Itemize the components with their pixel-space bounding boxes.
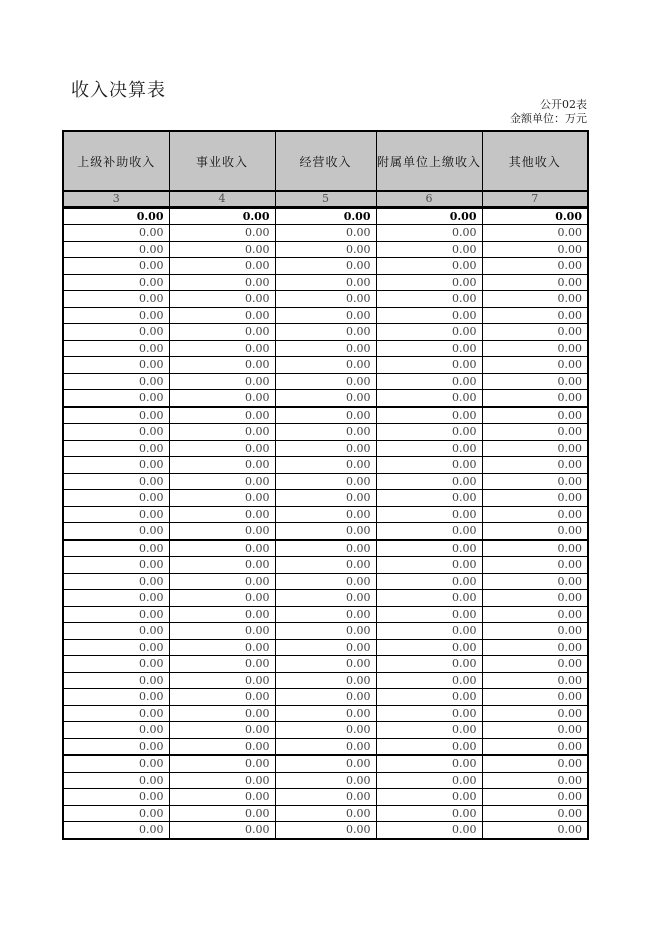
table-row xyxy=(63,540,588,557)
amount-cell: 0.00 xyxy=(482,656,588,673)
amount-cell: 0.00 xyxy=(376,590,482,607)
table-row xyxy=(63,789,588,806)
amount-cell: 0.00 xyxy=(376,805,482,822)
amount-cell: 0.00 xyxy=(63,373,169,390)
unit-label: 金额单位：万元 xyxy=(510,112,587,125)
amount-cell: 0.00 xyxy=(275,424,376,441)
amount-cell: 0.00 xyxy=(169,689,275,706)
column-number: 3 xyxy=(63,191,169,207)
amount-cell: 0.00 xyxy=(169,722,275,739)
amount-cell: 0.00 xyxy=(275,324,376,341)
table-row xyxy=(63,340,588,357)
amount-cell: 0.00 xyxy=(482,672,588,689)
amount-cell: 0.00 xyxy=(275,722,376,739)
amount-cell: 0.00 xyxy=(275,738,376,755)
amount-cell: 0.00 xyxy=(63,523,169,540)
amount-cell: 0.00 xyxy=(169,506,275,523)
amount-cell: 0.00 xyxy=(169,357,275,374)
amount-cell: 0.00 xyxy=(482,424,588,441)
amount-cell: 0.00 xyxy=(482,357,588,374)
amount-cell: 0.00 xyxy=(482,241,588,258)
amount-cell: 0.00 xyxy=(63,291,169,308)
amount-cell: 0.00 xyxy=(169,207,275,225)
table-row xyxy=(63,772,588,789)
amount-cell: 0.00 xyxy=(376,672,482,689)
amount-cell: 0.00 xyxy=(275,473,376,490)
table-row xyxy=(63,225,588,242)
page-title: 收入决算表 xyxy=(71,80,166,101)
amount-cell: 0.00 xyxy=(482,490,588,507)
amount-cell: 0.00 xyxy=(482,225,588,242)
amount-cell: 0.00 xyxy=(169,623,275,640)
amount-cell: 0.00 xyxy=(376,258,482,275)
column-header-row xyxy=(63,131,588,191)
table-row xyxy=(63,390,588,407)
column-number: 4 xyxy=(169,191,275,207)
amount-cell: 0.00 xyxy=(482,705,588,722)
column-number: 7 xyxy=(482,191,588,207)
table-row xyxy=(63,557,588,574)
amount-cell: 0.00 xyxy=(376,722,482,739)
table-row xyxy=(63,738,588,755)
amount-cell: 0.00 xyxy=(482,573,588,590)
amount-cell: 0.00 xyxy=(169,340,275,357)
amount-cell: 0.00 xyxy=(169,789,275,806)
amount-cell: 0.00 xyxy=(275,373,376,390)
amount-cell: 0.00 xyxy=(63,789,169,806)
amount-cell: 0.00 xyxy=(63,805,169,822)
amount-cell: 0.00 xyxy=(376,390,482,407)
table-row xyxy=(63,307,588,324)
amount-cell: 0.00 xyxy=(275,805,376,822)
amount-cell: 0.00 xyxy=(169,373,275,390)
table-row xyxy=(63,822,588,839)
income-table-body xyxy=(63,207,588,839)
amount-cell: 0.00 xyxy=(169,473,275,490)
income-table xyxy=(62,130,589,840)
amount-cell: 0.00 xyxy=(376,424,482,441)
amount-cell: 0.00 xyxy=(63,738,169,755)
amount-cell: 0.00 xyxy=(169,307,275,324)
amount-cell: 0.00 xyxy=(169,822,275,839)
table-row xyxy=(63,639,588,656)
amount-cell: 0.00 xyxy=(376,473,482,490)
column-number: 6 xyxy=(376,191,482,207)
amount-cell: 0.00 xyxy=(376,705,482,722)
amount-cell: 0.00 xyxy=(169,424,275,441)
amount-cell: 0.00 xyxy=(63,225,169,242)
table-row xyxy=(63,473,588,490)
amount-cell: 0.00 xyxy=(376,557,482,574)
amount-cell: 0.00 xyxy=(63,440,169,457)
amount-cell: 0.00 xyxy=(63,822,169,839)
amount-cell: 0.00 xyxy=(376,523,482,540)
amount-cell: 0.00 xyxy=(376,225,482,242)
amount-cell: 0.00 xyxy=(169,656,275,673)
amount-cell: 0.00 xyxy=(482,639,588,656)
amount-cell: 0.00 xyxy=(63,705,169,722)
table-row xyxy=(63,672,588,689)
amount-cell: 0.00 xyxy=(482,606,588,623)
amount-cell: 0.00 xyxy=(376,540,482,557)
amount-cell: 0.00 xyxy=(376,656,482,673)
amount-cell: 0.00 xyxy=(169,705,275,722)
amount-cell: 0.00 xyxy=(169,274,275,291)
amount-cell: 0.00 xyxy=(482,373,588,390)
amount-cell: 0.00 xyxy=(376,324,482,341)
amount-cell: 0.00 xyxy=(482,789,588,806)
amount-cell: 0.00 xyxy=(275,241,376,258)
amount-cell: 0.00 xyxy=(376,506,482,523)
amount-cell: 0.00 xyxy=(169,457,275,474)
amount-cell: 0.00 xyxy=(169,407,275,424)
amount-cell: 0.00 xyxy=(275,755,376,772)
amount-cell: 0.00 xyxy=(275,540,376,557)
table-meta xyxy=(510,98,587,126)
amount-cell: 0.00 xyxy=(169,639,275,656)
amount-cell: 0.00 xyxy=(376,207,482,225)
amount-cell: 0.00 xyxy=(169,772,275,789)
amount-cell: 0.00 xyxy=(63,689,169,706)
amount-cell: 0.00 xyxy=(376,357,482,374)
amount-cell: 0.00 xyxy=(376,755,482,772)
table-row xyxy=(63,705,588,722)
table-row xyxy=(63,506,588,523)
amount-cell: 0.00 xyxy=(376,291,482,308)
table-row xyxy=(63,805,588,822)
table-row xyxy=(63,373,588,390)
amount-cell: 0.00 xyxy=(275,457,376,474)
table-row xyxy=(63,573,588,590)
amount-cell: 0.00 xyxy=(376,407,482,424)
amount-cell: 0.00 xyxy=(169,590,275,607)
amount-cell: 0.00 xyxy=(376,822,482,839)
amount-cell: 0.00 xyxy=(63,606,169,623)
amount-cell: 0.00 xyxy=(169,324,275,341)
amount-cell: 0.00 xyxy=(63,424,169,441)
amount-cell: 0.00 xyxy=(482,274,588,291)
amount-cell: 0.00 xyxy=(169,523,275,540)
table-row xyxy=(63,490,588,507)
table-row xyxy=(63,590,588,607)
amount-cell: 0.00 xyxy=(275,225,376,242)
amount-cell: 0.00 xyxy=(63,623,169,640)
amount-cell: 0.00 xyxy=(275,772,376,789)
amount-cell: 0.00 xyxy=(169,805,275,822)
amount-cell: 0.00 xyxy=(482,590,588,607)
amount-cell: 0.00 xyxy=(482,473,588,490)
column-number: 5 xyxy=(275,191,376,207)
amount-cell: 0.00 xyxy=(482,523,588,540)
amount-cell: 0.00 xyxy=(169,440,275,457)
amount-cell: 0.00 xyxy=(376,789,482,806)
amount-cell: 0.00 xyxy=(63,755,169,772)
amount-cell: 0.00 xyxy=(376,373,482,390)
amount-cell: 0.00 xyxy=(63,672,169,689)
amount-cell: 0.00 xyxy=(482,457,588,474)
table-row xyxy=(63,241,588,258)
amount-cell: 0.00 xyxy=(376,440,482,457)
amount-cell: 0.00 xyxy=(275,307,376,324)
amount-cell: 0.00 xyxy=(169,258,275,275)
table-row xyxy=(63,324,588,341)
amount-cell: 0.00 xyxy=(169,291,275,308)
amount-cell: 0.00 xyxy=(376,457,482,474)
amount-cell: 0.00 xyxy=(482,623,588,640)
column-header: 其他收入 xyxy=(482,131,588,191)
amount-cell: 0.00 xyxy=(482,307,588,324)
amount-cell: 0.00 xyxy=(376,573,482,590)
table-row xyxy=(63,623,588,640)
amount-cell: 0.00 xyxy=(63,557,169,574)
table-row xyxy=(63,656,588,673)
amount-cell: 0.00 xyxy=(169,390,275,407)
amount-cell: 0.00 xyxy=(169,540,275,557)
amount-cell: 0.00 xyxy=(275,822,376,839)
amount-cell: 0.00 xyxy=(482,207,588,225)
amount-cell: 0.00 xyxy=(63,307,169,324)
doc-number-label: 公开02表 xyxy=(540,98,587,111)
amount-cell: 0.00 xyxy=(482,772,588,789)
amount-cell: 0.00 xyxy=(376,606,482,623)
amount-cell: 0.00 xyxy=(63,490,169,507)
amount-cell: 0.00 xyxy=(275,789,376,806)
amount-cell: 0.00 xyxy=(275,340,376,357)
amount-cell: 0.00 xyxy=(63,457,169,474)
amount-cell: 0.00 xyxy=(275,407,376,424)
amount-cell: 0.00 xyxy=(275,274,376,291)
amount-cell: 0.00 xyxy=(376,274,482,291)
amount-cell: 0.00 xyxy=(275,506,376,523)
table-row xyxy=(63,722,588,739)
amount-cell: 0.00 xyxy=(376,490,482,507)
table-row xyxy=(63,606,588,623)
amount-cell: 0.00 xyxy=(275,357,376,374)
amount-cell: 0.00 xyxy=(275,523,376,540)
amount-cell: 0.00 xyxy=(275,258,376,275)
amount-cell: 0.00 xyxy=(482,506,588,523)
amount-cell: 0.00 xyxy=(63,274,169,291)
amount-cell: 0.00 xyxy=(376,738,482,755)
column-header: 附属单位上缴收入 xyxy=(376,131,482,191)
amount-cell: 0.00 xyxy=(63,573,169,590)
amount-cell: 0.00 xyxy=(169,490,275,507)
amount-cell: 0.00 xyxy=(275,291,376,308)
amount-cell: 0.00 xyxy=(376,241,482,258)
amount-cell: 0.00 xyxy=(275,606,376,623)
table-row xyxy=(63,207,588,225)
amount-cell: 0.00 xyxy=(376,639,482,656)
table-row xyxy=(63,258,588,275)
amount-cell: 0.00 xyxy=(275,573,376,590)
amount-cell: 0.00 xyxy=(63,506,169,523)
amount-cell: 0.00 xyxy=(482,440,588,457)
amount-cell: 0.00 xyxy=(63,722,169,739)
amount-cell: 0.00 xyxy=(482,557,588,574)
amount-cell: 0.00 xyxy=(482,258,588,275)
amount-cell: 0.00 xyxy=(482,540,588,557)
amount-cell: 0.00 xyxy=(275,390,376,407)
amount-cell: 0.00 xyxy=(63,473,169,490)
table-row xyxy=(63,357,588,374)
table-row xyxy=(63,457,588,474)
amount-cell: 0.00 xyxy=(376,340,482,357)
amount-cell: 0.00 xyxy=(275,590,376,607)
amount-cell: 0.00 xyxy=(482,722,588,739)
column-header: 事业收入 xyxy=(169,131,275,191)
amount-cell: 0.00 xyxy=(63,324,169,341)
amount-cell: 0.00 xyxy=(63,390,169,407)
amount-cell: 0.00 xyxy=(376,772,482,789)
table-row xyxy=(63,523,588,540)
column-header: 经营收入 xyxy=(275,131,376,191)
amount-cell: 0.00 xyxy=(169,606,275,623)
amount-cell: 0.00 xyxy=(482,822,588,839)
amount-cell: 0.00 xyxy=(376,307,482,324)
amount-cell: 0.00 xyxy=(275,672,376,689)
table-row xyxy=(63,424,588,441)
amount-cell: 0.00 xyxy=(275,656,376,673)
amount-cell: 0.00 xyxy=(169,225,275,242)
amount-cell: 0.00 xyxy=(376,623,482,640)
table-row xyxy=(63,274,588,291)
column-number-row xyxy=(63,191,588,207)
table-row xyxy=(63,291,588,308)
amount-cell: 0.00 xyxy=(482,689,588,706)
amount-cell: 0.00 xyxy=(63,540,169,557)
amount-cell: 0.00 xyxy=(275,490,376,507)
amount-cell: 0.00 xyxy=(482,755,588,772)
amount-cell: 0.00 xyxy=(482,340,588,357)
amount-cell: 0.00 xyxy=(482,407,588,424)
amount-cell: 0.00 xyxy=(275,639,376,656)
amount-cell: 0.00 xyxy=(63,407,169,424)
amount-cell: 0.00 xyxy=(275,557,376,574)
amount-cell: 0.00 xyxy=(63,258,169,275)
amount-cell: 0.00 xyxy=(275,705,376,722)
amount-cell: 0.00 xyxy=(482,291,588,308)
amount-cell: 0.00 xyxy=(482,805,588,822)
amount-cell: 0.00 xyxy=(275,623,376,640)
amount-cell: 0.00 xyxy=(63,639,169,656)
amount-cell: 0.00 xyxy=(63,357,169,374)
amount-cell: 0.00 xyxy=(482,738,588,755)
amount-cell: 0.00 xyxy=(63,241,169,258)
amount-cell: 0.00 xyxy=(63,207,169,225)
amount-cell: 0.00 xyxy=(482,390,588,407)
amount-cell: 0.00 xyxy=(63,590,169,607)
amount-cell: 0.00 xyxy=(169,573,275,590)
table-row xyxy=(63,440,588,457)
amount-cell: 0.00 xyxy=(63,772,169,789)
table-row xyxy=(63,755,588,772)
amount-cell: 0.00 xyxy=(169,557,275,574)
amount-cell: 0.00 xyxy=(169,241,275,258)
column-header: 上级补助收入 xyxy=(63,131,169,191)
amount-cell: 0.00 xyxy=(376,689,482,706)
amount-cell: 0.00 xyxy=(275,207,376,225)
amount-cell: 0.00 xyxy=(482,324,588,341)
amount-cell: 0.00 xyxy=(275,440,376,457)
amount-cell: 0.00 xyxy=(169,672,275,689)
table-row xyxy=(63,407,588,424)
amount-cell: 0.00 xyxy=(275,689,376,706)
amount-cell: 0.00 xyxy=(63,340,169,357)
amount-cell: 0.00 xyxy=(169,738,275,755)
amount-cell: 0.00 xyxy=(169,755,275,772)
amount-cell: 0.00 xyxy=(63,656,169,673)
table-row xyxy=(63,689,588,706)
